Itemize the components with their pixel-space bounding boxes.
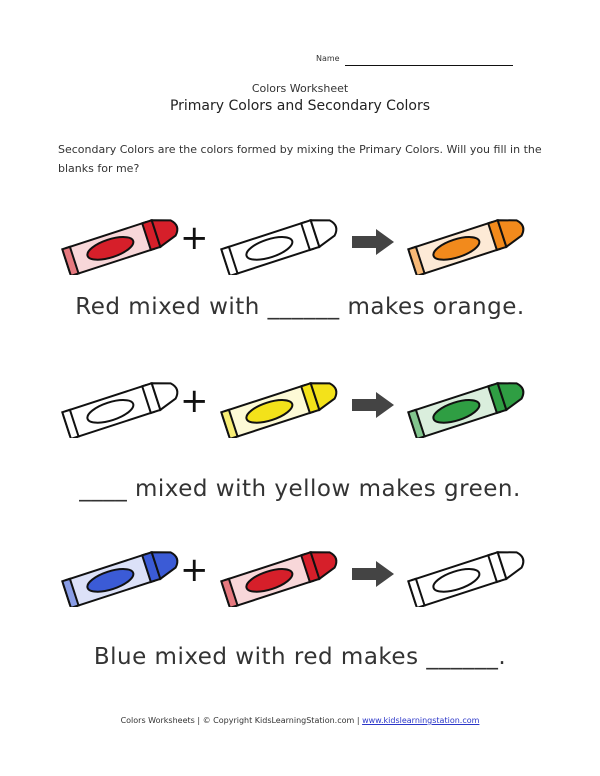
- plus-icon: +: [180, 381, 209, 421]
- crayon-icon: [217, 537, 349, 607]
- arrow-right-icon: [350, 228, 396, 256]
- name-field: [308, 54, 513, 70]
- crayon-icon: [58, 368, 190, 438]
- footer-text: Colors Worksheets | © Copyright KidsLearningStation.com |: [120, 716, 363, 725]
- name-label: Name: [316, 54, 340, 63]
- crayon-icon: [217, 205, 349, 275]
- plus-icon: +: [180, 218, 209, 258]
- fill-in-sentence: Blue mixed with red makes ______.: [93, 644, 507, 670]
- crayon-icon: [404, 205, 536, 275]
- mixing-row-3: [0, 537, 600, 617]
- mixing-row-2: [0, 368, 600, 448]
- crayon-icon: [404, 537, 536, 607]
- arrow-right-icon: [350, 391, 396, 419]
- arrow-right-icon: [350, 560, 396, 588]
- footer-website-link[interactable]: www.kidslearningstation.com: [362, 716, 480, 725]
- footer: [0, 716, 600, 725]
- worksheet-subtitle: Colors Worksheet: [251, 82, 349, 95]
- mixing-row-1: [0, 205, 600, 285]
- crayon-icon: [217, 368, 349, 438]
- crayon-icon: [404, 368, 536, 438]
- crayon-icon: [58, 205, 190, 275]
- fill-in-sentence: ____ mixed with yellow makes green.: [79, 476, 521, 502]
- fill-in-sentence: Red mixed with ______ makes orange.: [75, 294, 525, 320]
- plus-icon: +: [180, 550, 209, 590]
- worksheet-title: Primary Colors and Secondary Colors: [169, 98, 431, 114]
- name-blank-line: [345, 65, 513, 66]
- instructions-text: Secondary Colors are the colors formed by mixing the Primary Colors. Will you fill in the blanks for me?: [58, 143, 542, 175]
- crayon-icon: [58, 537, 190, 607]
